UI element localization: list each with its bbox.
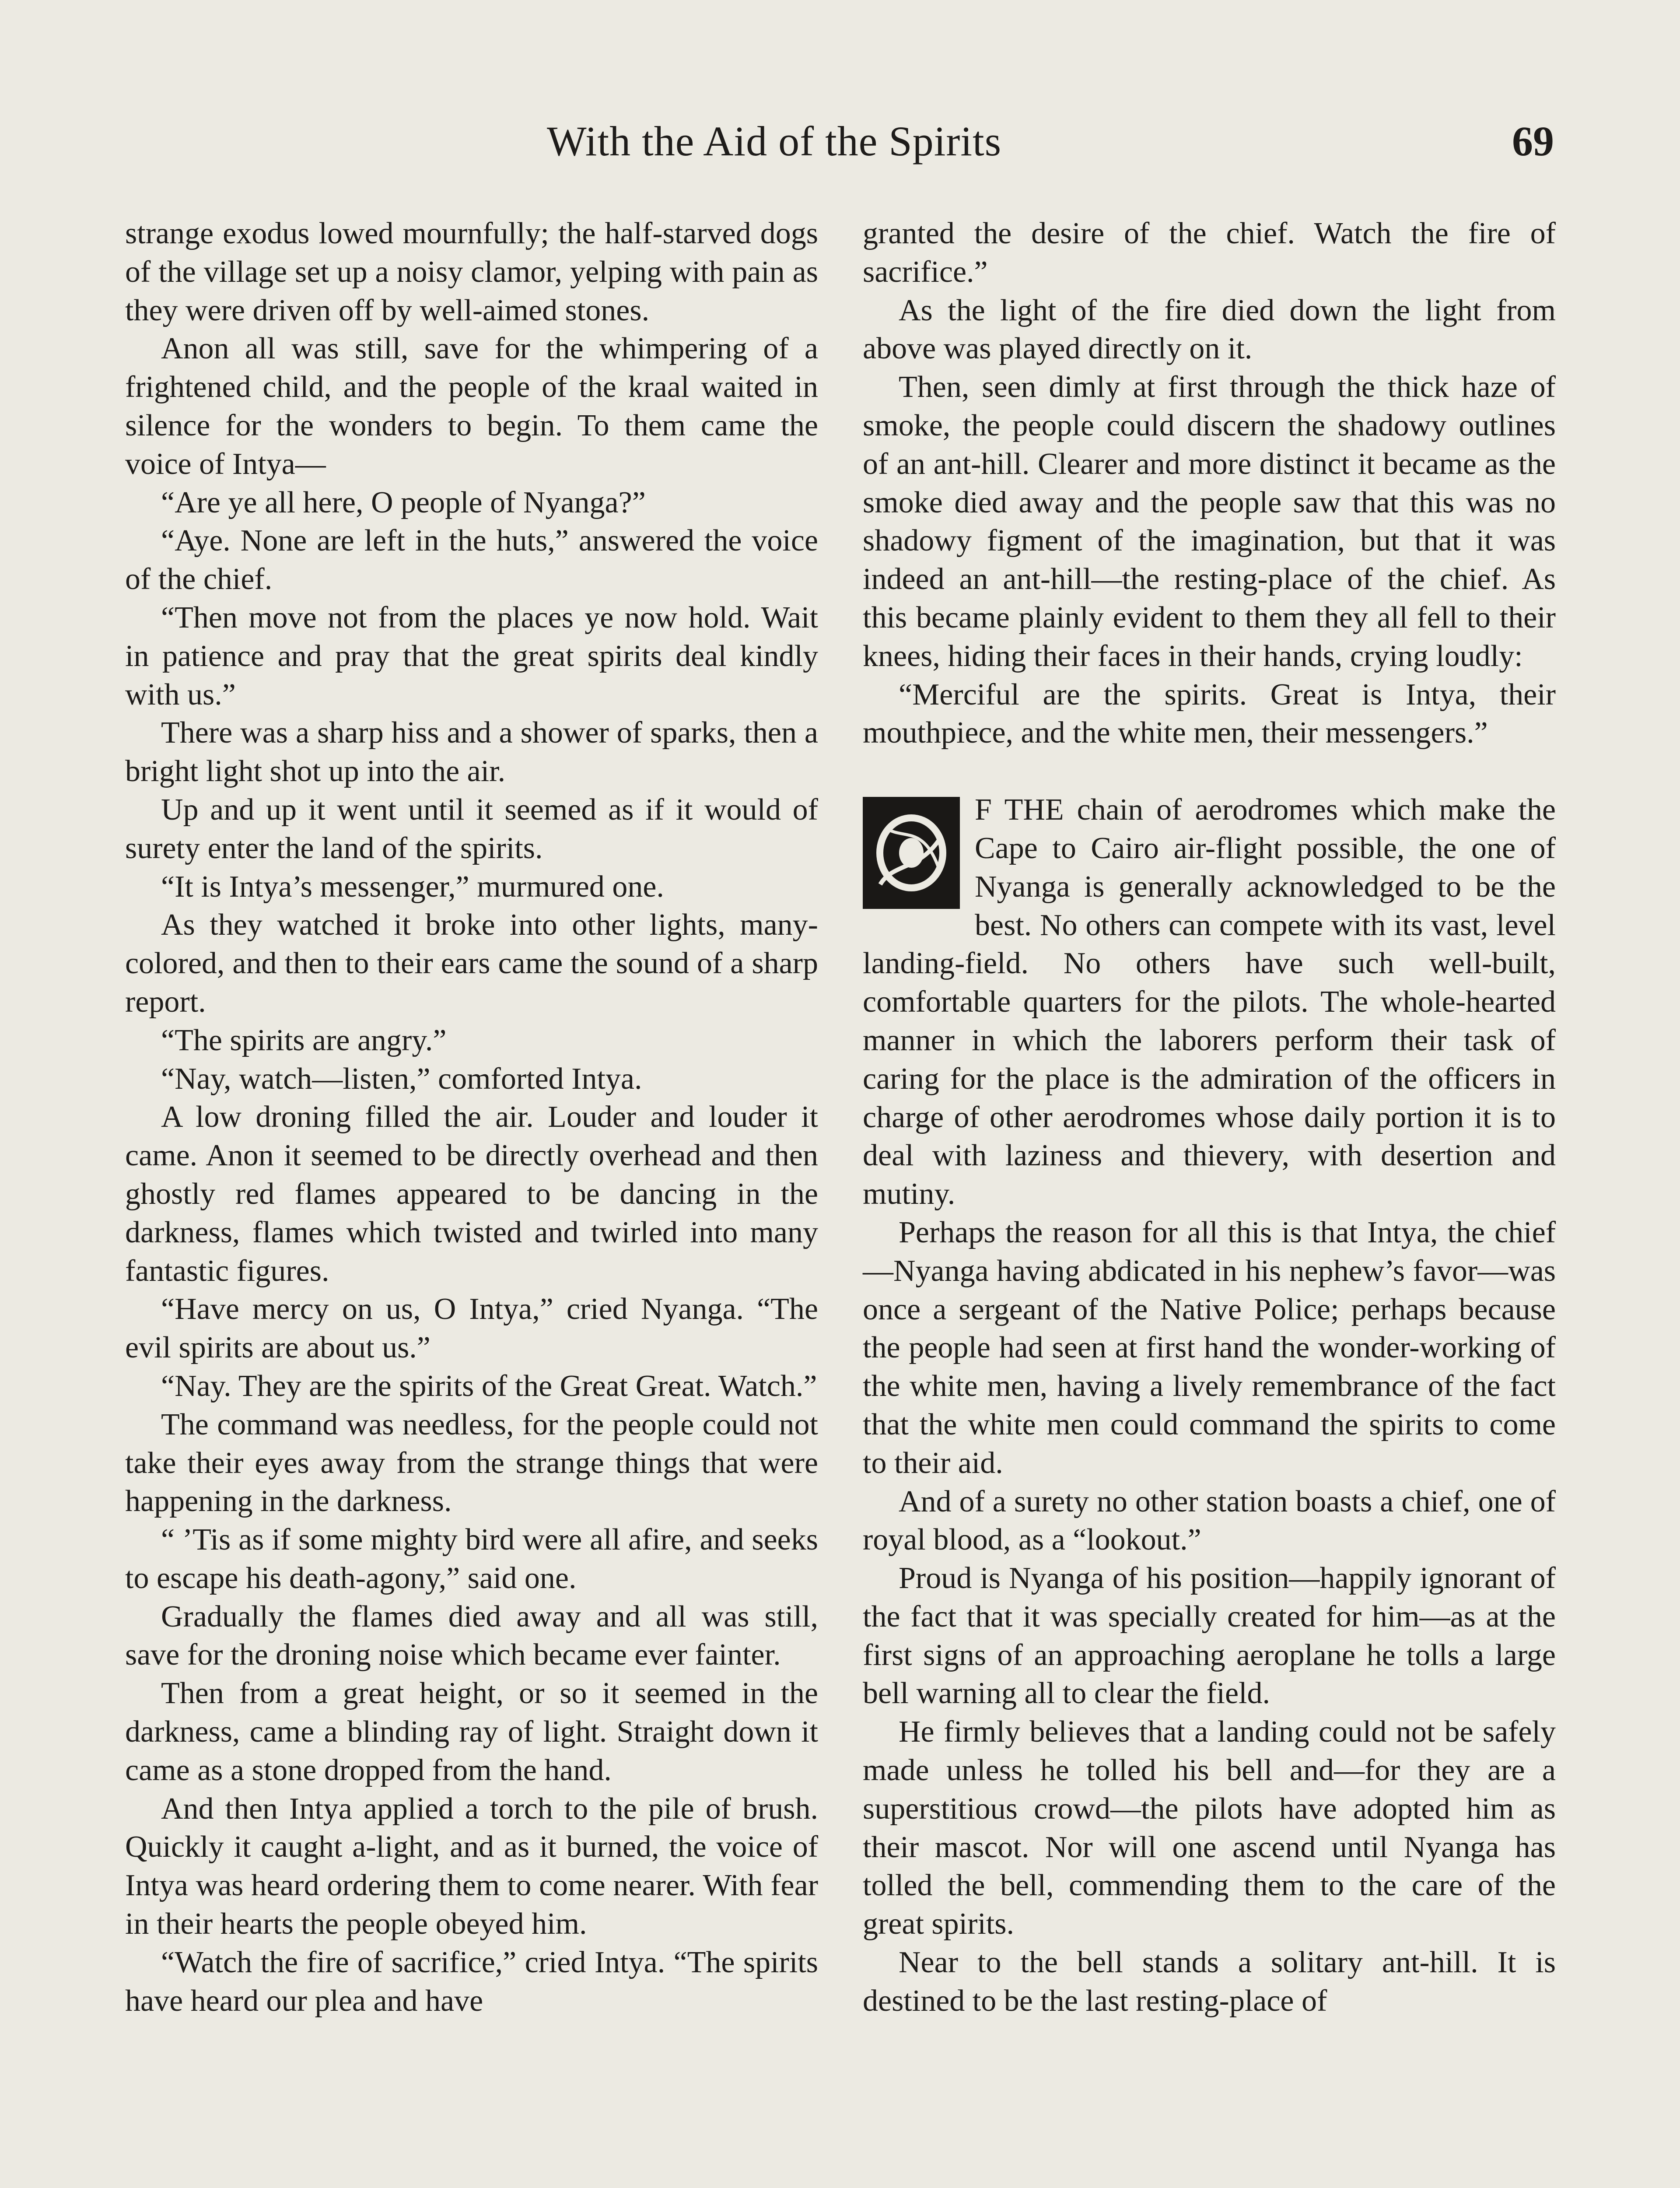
paragraph: And of a surety no other station boasts a chief, one of royal blood, as a “lookout.”	[863, 1484, 1556, 1557]
paragraph: Anon all was still, save for the whimpering of a frightened child, and the people of the kraal waited in silence for the wonders to begin. To them came the voice of Intya—	[125, 332, 818, 481]
paragraph: “Are ye all here, O people of Nyanga?”	[161, 485, 646, 519]
running-title: With the Aid of the Spirits	[547, 118, 1002, 165]
section-break	[863, 752, 1556, 791]
paragraph: “Nay. They are the spirits of the Great Great. Watch.”	[161, 1369, 817, 1403]
paragraph: Near to the bell stands a solitary ant-hill. It is destined to be the last resting-place of	[863, 1946, 1556, 2018]
paragraph: “Merciful are the spirits. Great is Intya, their mouthpiece, and the white men, their messengers.”	[863, 677, 1556, 750]
dropcap-paragraph-text: F THE chain of aerodromes which make the Cape to Cairo air-flight possible, the one of Nyanga is generally acknowledged to be the best. No others can compete with its vast, level landing-field. No others have such well-built, comfortable quarters for the pilots. The whole-hearted manner in which the laborers perform their task of caring for the place is the admiration of the officers in charge of other aerodromes whose daily portion it is to deal with laziness and thievery, with desertion and mutiny.	[863, 793, 1556, 1211]
ornamental-initial-icon	[863, 797, 960, 909]
paragraph: “Aye. None are left in the huts,” answered the voice of the chief.	[125, 524, 818, 596]
paragraph: Proud is Nyanga of his position—happily ignorant of the fact that it was specially created for him—as at the first signs of an approaching aeroplane he tolls a large bell warning all to clear the field.	[863, 1561, 1556, 1711]
paragraph: He firmly believes that a landing could not be safely made unless he tolled his bell and—for they are a superstitious crowd—the pilots have adopted him as their mascot. Nor will one ascend until Nyanga has tolled the bell, commending them to the care of the great spirits.	[863, 1715, 1556, 1941]
right-column-upper	[863, 214, 1556, 752]
ornamental-initial-o	[863, 797, 960, 909]
right-column-lower	[863, 1213, 1556, 2020]
right-column	[863, 214, 1556, 2020]
paragraph: “Watch the fire of sacrifice,” cried Intya. “The spirits have heard our plea and have	[125, 1945, 818, 2018]
paragraph: A low droning filled the air. Louder and louder it came. Anon it seemed to be directly overhead and then ghostly red flames appeared to be dancing in the darkness, flames which twisted and twirled into many fantastic figures.	[125, 1100, 818, 1288]
paragraph: “It is Intya’s messenger,” murmured one.	[161, 870, 664, 904]
paragraph: Then, seen dimly at first through the thick haze of smoke, the people could discern the shadowy outlines of an ant-hill. Clearer and more distinct it became as the smoke died away and the people saw that this was no shadowy figment of the imagination, but that it was indeed an ant-hill—the resting-place of the chief. As this became plainly evident to them they all fell to their knees, hiding their faces in their hands, crying loudly:	[863, 370, 1556, 673]
paragraph: There was a sharp hiss and a shower of sparks, then a bright light shot up into the air.	[125, 716, 818, 789]
paragraph: As they watched it broke into other lights, many-colored, and then to their ears came the sound of a sharp report.	[125, 908, 818, 1019]
paragraph: The command was needless, for the people could not take their eyes away from the strange things that were happening in the darkness.	[125, 1407, 818, 1518]
page-header	[0, 117, 1680, 174]
page-number: 69	[1512, 118, 1554, 165]
paragraph: Then from a great height, or so it seemed in the darkness, came a blinding ray of light. Straight down it came as a stone dropped from the hand.	[125, 1676, 818, 1787]
paragraph: strange exodus lowed mournfully; the half-starved dogs of the village set up a noisy clamor, yelping with pain as they were driven off by well-aimed stones.	[125, 217, 818, 327]
paragraph: “The spirits are angry.”	[161, 1023, 447, 1057]
paragraph: “Then move not from the places ye now hold. Wait in patience and pray that the great spirits deal kindly with us.”	[125, 600, 818, 712]
paragraph: “ ’Tis as if some mighty bird were all afire, and seeks to escape his death-agony,” said one.	[125, 1523, 818, 1595]
left-column	[125, 214, 818, 2020]
paragraph: Perhaps the reason for all this is that Intya, the chief—Nyanga having abdicated in his nephew’s favor—was once a sergeant of the Native Police; perhaps because the people had seen at first hand the wonder-working of the white men, having a lively remembrance of the fact that the white men could command the spirits to come to their aid.	[863, 1215, 1556, 1480]
paragraph: granted the desire of the chief. Watch the fire of sacrifice.”	[863, 217, 1556, 289]
paragraph: “Have mercy on us, O Intya,” cried Nyanga. “The evil spirits are about us.”	[125, 1292, 818, 1365]
paragraph: Gradually the flames died away and all was still, save for the droning noise which became ever fainter.	[125, 1599, 818, 1672]
paragraph: And then Intya applied a torch to the pile of brush. Quickly it caught a-light, and as it burned, the voice of Intya was heard ordering them to come nearer. With fear in their hearts the people obeyed him.	[125, 1792, 818, 1941]
paragraph: As the light of the fire died down the light from above was played directly on it.	[863, 293, 1556, 366]
paragraph: Up and up it went until it seemed as if it would of surety enter the land of the spirits.	[125, 792, 818, 865]
paragraph: “Nay, watch—listen,” comforted Intya.	[161, 1062, 642, 1096]
dropcap-paragraph	[863, 791, 1556, 1213]
